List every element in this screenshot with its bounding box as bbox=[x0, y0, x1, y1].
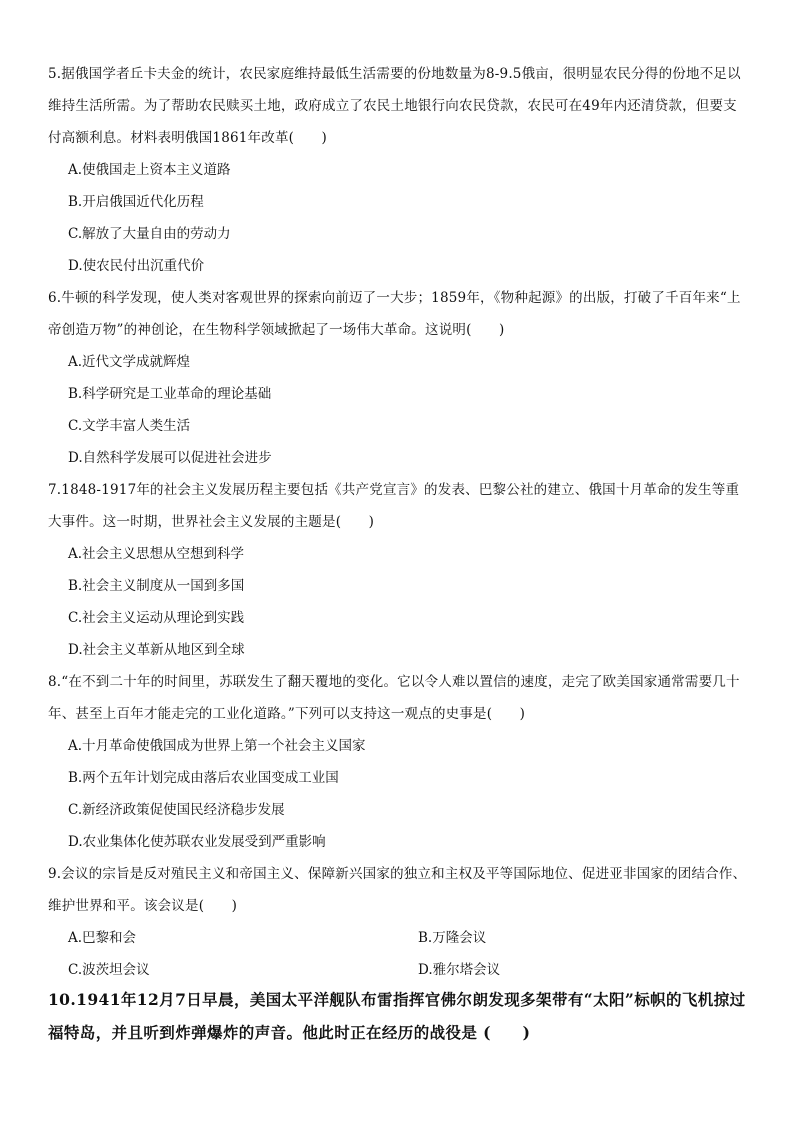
question-stem: 6.牛顿的科学发现，使人类对客观世界的探索向前迈了一大步；1859年，《物种起源》的出版，打破了千百年来“上帝创造万物”的神创论，在生物科学领域掀起了一场伟大革命。这说明( ) bbox=[48, 290, 741, 338]
option-c[interactable]: C.新经济政策促使国民经济稳步发展 bbox=[68, 802, 285, 818]
option-b[interactable]: B.万隆会议 bbox=[418, 930, 487, 946]
option-a[interactable]: A.十月革命使俄国成为世界上第一个社会主义国家 bbox=[68, 738, 366, 754]
option-c[interactable]: C.波茨坦会议 bbox=[68, 962, 150, 978]
option-c[interactable]: C.社会主义运动从理论到实践 bbox=[68, 610, 245, 626]
question-stem: 7.1848-1917年的社会主义发展历程主要包括《共产党宣言》的发表、巴黎公社的建立、俄国十月革命的发生等重大事件。这一时期，世界社会主义发展的主题是( ) bbox=[48, 482, 740, 530]
option-b[interactable]: B.两个五年计划完成由落后农业国变成工业国 bbox=[68, 770, 339, 786]
options-row bbox=[48, 922, 748, 954]
question-5 bbox=[48, 58, 748, 282]
question-stem: 8.“在不到二十年的时间里，苏联发生了翻天覆地的变化。它以令人难以置信的速度，走完了欧美国家通常需要几十年、甚至上百年才能走完的工业化道路。”下列可以支持这一观点的史事是( ) bbox=[48, 674, 740, 722]
question-stem: 10.1941年12月7日早晨，美国太平洋舰队布雷指挥官佛尔朗发现多架带有“太阳”标帜的飞机掠过福特岛，并且听到炸弹爆炸的声音。他此时正在经历的战役是 ( ) bbox=[48, 990, 746, 1042]
option-c[interactable]: C.文学丰富人类生活 bbox=[68, 418, 191, 434]
option-c[interactable]: C.解放了大量自由的劳动力 bbox=[68, 226, 231, 242]
option-a[interactable]: A.使俄国走上资本主义道路 bbox=[68, 162, 231, 178]
option-b[interactable]: B.社会主义制度从一国到多国 bbox=[68, 578, 245, 594]
option-a[interactable]: A.近代文学成就辉煌 bbox=[68, 354, 191, 370]
question-10 bbox=[48, 983, 748, 1049]
question-8 bbox=[48, 666, 748, 858]
question-9 bbox=[48, 858, 748, 986]
option-d[interactable]: D.自然科学发展可以促进社会进步 bbox=[68, 450, 272, 466]
option-a[interactable]: A.巴黎和会 bbox=[68, 930, 137, 946]
question-stem: 5.据俄国学者丘卡夫金的统计，农民家庭维持最低生活需要的份地数量为8-9.5俄亩，很明显农民分得的份地不足以维持生活所需。为了帮助农民赎买土地，政府成立了农民土地银行向农民贷款，农民可在49年内还清贷款，但要支付高额利息。材料表明俄国1861年改革( ) bbox=[48, 66, 741, 146]
option-b[interactable]: B.科学研究是工业革命的理论基础 bbox=[68, 386, 272, 402]
option-d[interactable]: D.农业集体化使苏联农业发展受到严重影响 bbox=[68, 834, 326, 850]
option-d[interactable]: D.雅尔塔会议 bbox=[418, 962, 501, 978]
question-7 bbox=[48, 474, 748, 666]
option-a[interactable]: A.社会主义思想从空想到科学 bbox=[68, 546, 245, 562]
question-6 bbox=[48, 282, 748, 474]
options-row bbox=[48, 954, 748, 986]
option-d[interactable]: D.使农民付出沉重代价 bbox=[68, 258, 205, 274]
question-stem: 9.会议的宗旨是反对殖民主义和帝国主义、保障新兴国家的独立和主权及平等国际地位、促进亚非国家的团结合作、维护世界和平。该会议是( ) bbox=[48, 866, 747, 914]
option-d[interactable]: D.社会主义革新从地区到全球 bbox=[68, 642, 245, 658]
option-b[interactable]: B.开启俄国近代化历程 bbox=[68, 194, 204, 210]
